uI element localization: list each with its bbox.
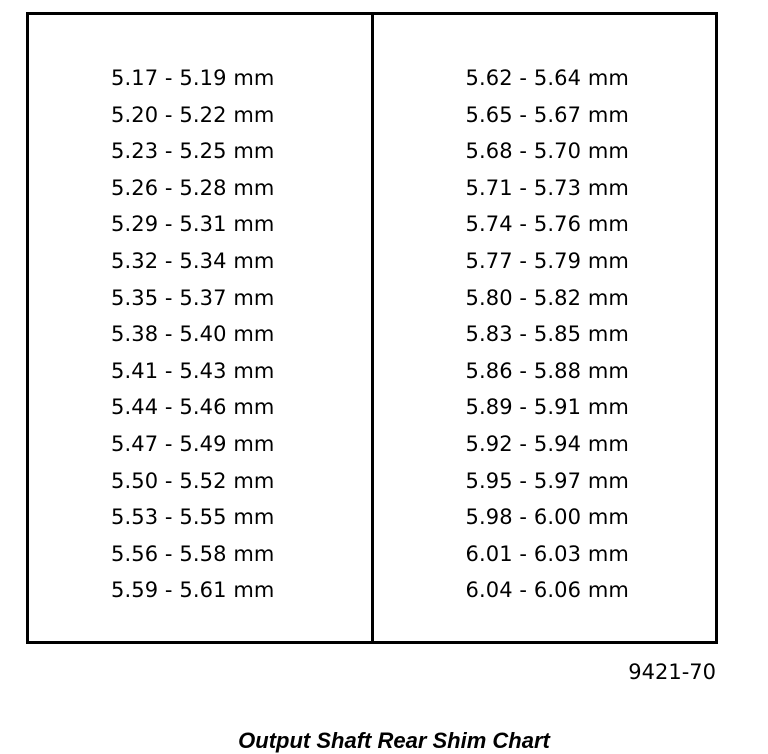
shim-size-row: 6.01 - 6.03 mm [465,541,629,566]
shim-size-row: 5.38 - 5.40 mm [111,322,275,347]
shim-size-row: 5.20 - 5.22 mm [111,102,275,127]
shim-list-right [374,60,716,609]
shim-size-row: 5.92 - 5.94 mm [465,431,629,456]
shim-size-row: 5.44 - 5.46 mm [111,395,275,420]
shim-size-row: 5.50 - 5.52 mm [111,468,275,493]
shim-size-row: 5.17 - 5.19 mm [111,66,275,90]
shim-size-row: 5.35 - 5.37 mm [111,285,275,310]
shim-size-row: 5.98 - 6.00 mm [465,505,629,530]
shim-size-row: 5.59 - 5.61 mm [111,578,275,603]
shim-size-row: 5.29 - 5.31 mm [111,212,275,237]
shim-size-row: 6.04 - 6.06 mm [465,578,629,603]
shim-size-row: 5.32 - 5.34 mm [111,248,275,273]
shim-column-right [374,15,716,641]
shim-size-row: 5.56 - 5.58 mm [111,541,275,566]
shim-size-row: 5.83 - 5.85 mm [465,322,629,347]
shim-chart-table [26,12,718,644]
shim-size-row: 5.77 - 5.79 mm [465,248,629,273]
shim-size-row: 5.86 - 5.88 mm [465,358,629,383]
shim-size-row: 5.41 - 5.43 mm [111,358,275,383]
shim-size-row: 5.68 - 5.70 mm [465,139,629,164]
shim-size-row: 5.74 - 5.76 mm [465,212,629,237]
shim-list-left [29,60,371,609]
shim-size-row: 5.65 - 5.67 mm [465,102,629,127]
shim-size-row: 5.80 - 5.82 mm [465,285,629,310]
shim-size-row: 5.71 - 5.73 mm [465,175,629,200]
shim-size-row: 5.95 - 5.97 mm [465,468,629,493]
figure-caption: Output Shaft Rear Shim Chart [238,728,550,753]
shim-size-row: 5.53 - 5.55 mm [111,505,275,530]
shim-size-row: 5.26 - 5.28 mm [111,175,275,200]
shim-size-row: 5.89 - 5.91 mm [465,395,629,420]
shim-size-row: 5.23 - 5.25 mm [111,139,275,164]
shim-size-row: 5.62 - 5.64 mm [465,66,629,90]
shim-column-left [29,15,374,641]
shim-size-row: 5.47 - 5.49 mm [111,431,275,456]
figure-number: 9421-70 [628,660,716,684]
